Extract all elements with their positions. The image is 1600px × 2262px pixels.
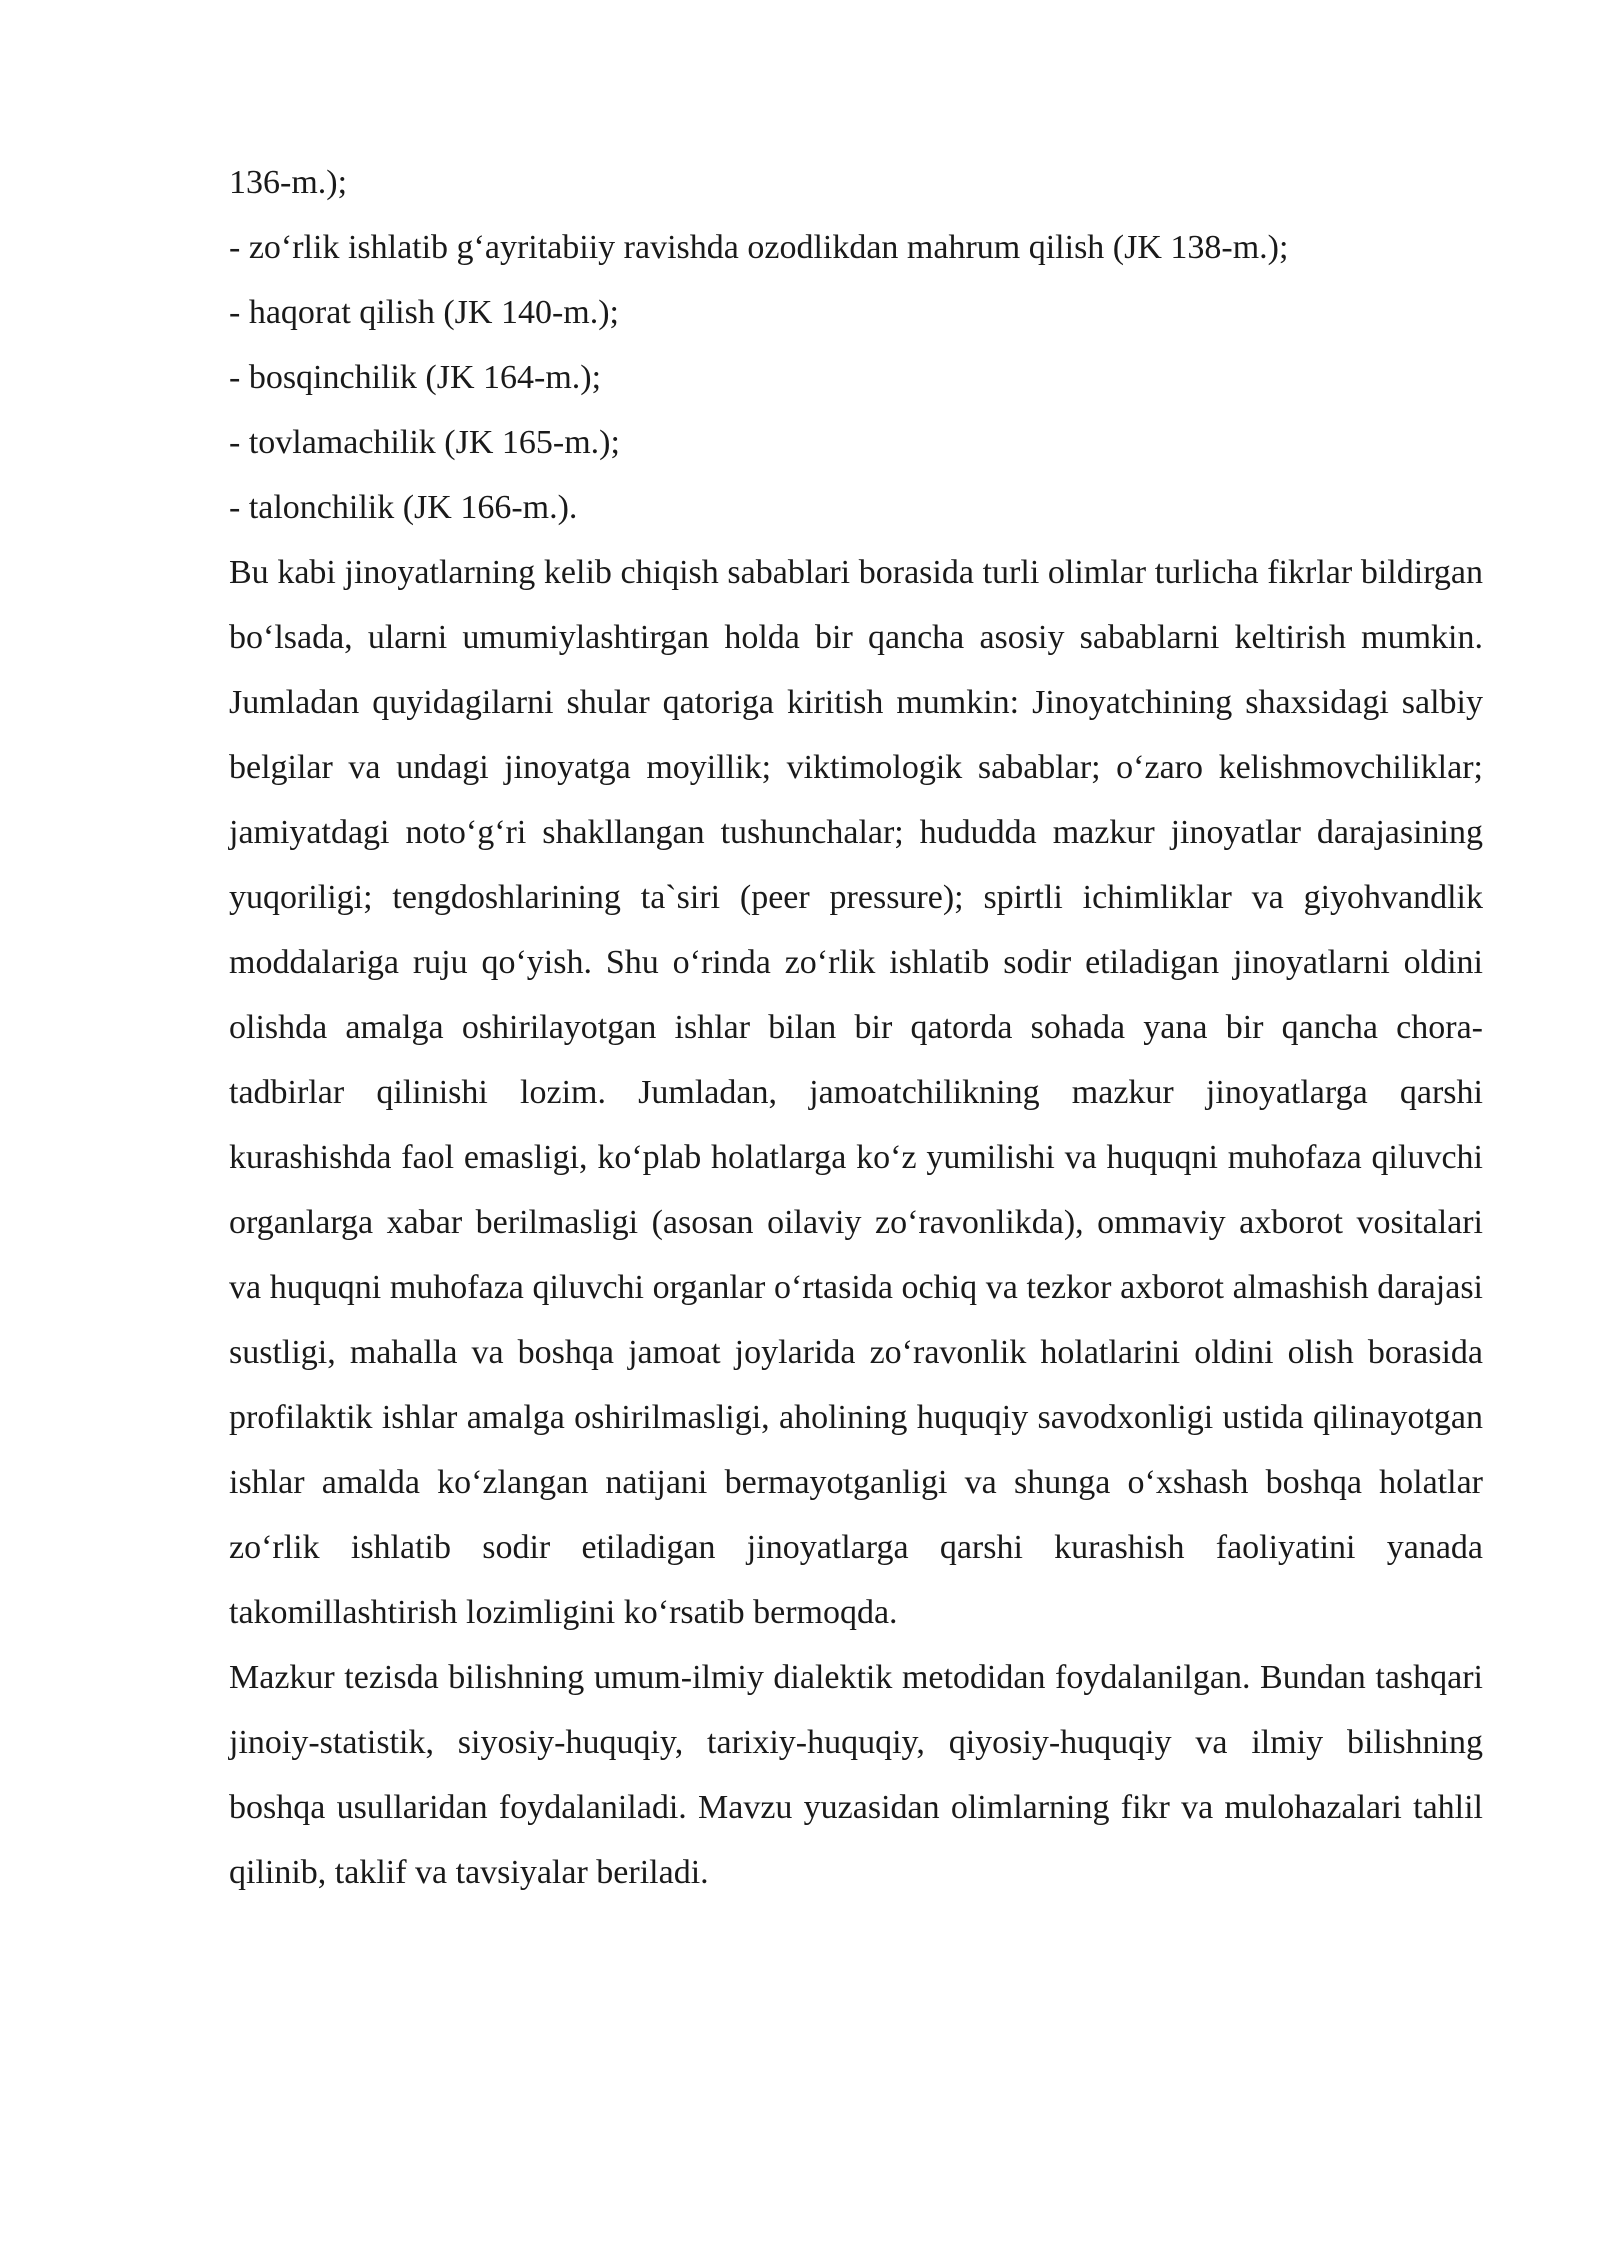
list-item-continuation: 136-m.);: [229, 164, 348, 201]
paragraph-causes: Bu kabi jinoyatlarning kelib chiqish sabablari borasida turli olimlar turlicha fikrlar bildirgan bo‘lsada, ularni umumiylashtirgan holda bir qancha asosiy sabablarni keltirish mumkin. Jumladan quyidagilarni shular qatoriga kiritish mumkin: Jinoyatchining shaxsidagi salbiy belgilar va undagi jinoyatga moyillik; viktimologik sabablar; o‘zaro kelishmovchiliklar; jamiyatdagi noto‘g‘ri shakllangan tushunchalar; hududda mazkur jinoyatlar darajasining yuqoriligi; tengdoshlarining ta`siri (peer pressure); spirtli ichimliklar va giyohvandlik moddalariga ruju qo‘yish. Shu o‘rinda zo‘rlik ishlatib sodir etiladigan jinoyatlarni oldini olishda amalga oshirilayotgan ishlar bilan bir qatorda sohada yana bir qancha chora-tadbirlar qilinishi lozim. Jumladan, jamoatchilikning mazkur jinoyatlarga qarshi kurashishda faol emasligi, ko‘plab holatlarga ko‘z yumilishi va huquqni muhofaza qiluvchi organlarga xabar berilmasligi (asosan oilaviy zo‘ravonlikda), ommaviy axborot vositalari va huquqni muhofaza qiluvchi organlar o‘rtasida ochiq va tezkor axborot almashish darajasi sustligi, mahalla va boshqa jamoat joylarida zo‘ravonlik holatlarini oldini olish borasida profilaktik ishlar amalga oshirilmasligi, aholining huquqiy savodxonligi ustida qilinayotgan ishlar amalda ko‘zlangan natijani bermayotganligi va shunga o‘xshash boshqa holatlar zo‘rlik ishlatib sodir etiladigan jinoyatlarga qarshi kurashish faoliyatini yanada takomillashtirish lozimligini ko‘rsatib bermoqda.: [229, 554, 1483, 1631]
paragraph-methods: Mazkur tezisda bilishning umum-ilmiy dialektik metodidan foydalanilgan. Bundan tashqari jinoiy-statistik, siyosiy-huquqiy, tarixiy-huquqiy, qiyosiy-huquqiy va ilmiy bilishning boshqa usullaridan foydalaniladi. Mavzu yuzasidan olimlarning fikr va mulohazalari tahlil qilinib, taklif va tavsiyalar beriladi.: [229, 1659, 1483, 1891]
list-item: - talonchilik (JK 166-m.).: [229, 489, 578, 526]
document-body: [229, 150, 1483, 1905]
list-item: - tovlamachilik (JK 165-m.);: [229, 424, 620, 461]
list-item: - zo‘rlik ishlatib g‘ayritabiiy ravishda ozodlikdan mahrum qilish (JK 138-m.);: [229, 229, 1289, 266]
list-item: - bosqinchilik (JK 164-m.);: [229, 359, 602, 396]
list-item: - haqorat qilish (JK 140-m.);: [229, 294, 619, 331]
